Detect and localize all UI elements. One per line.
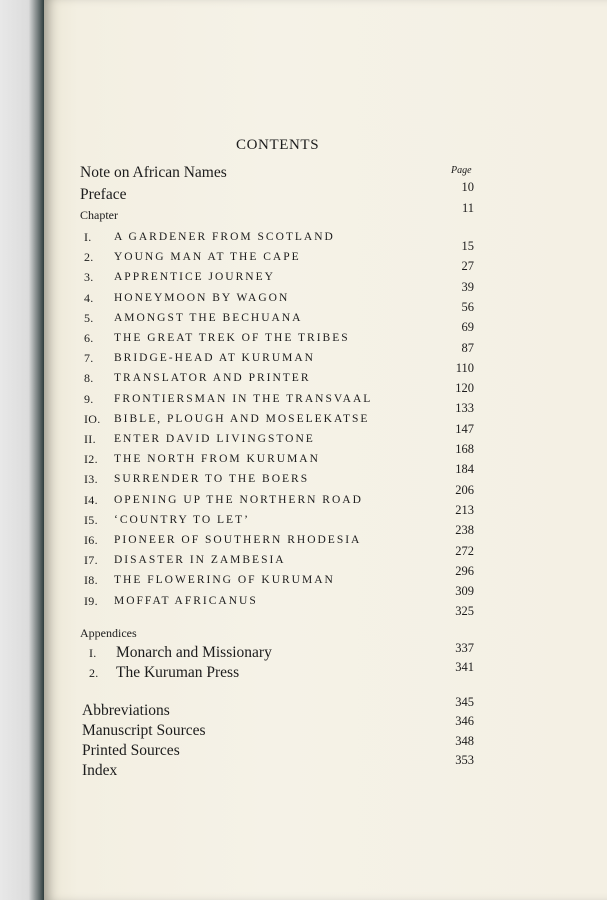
page-title: CONTENTS (236, 137, 320, 153)
chapter-page: 87 (461, 340, 474, 355)
appendix-title: The Kuruman Press (116, 664, 240, 681)
chapter-page: 69 (461, 320, 474, 335)
chapter-title: OPENING UP THE NORTHERN ROAD (114, 493, 363, 506)
chapter-title: DISASTER IN ZAMBESIA (114, 554, 286, 567)
chapter-title: APPRENTICE JOURNEY (114, 271, 275, 284)
chapter-title: SURRENDER TO THE BOERS (114, 473, 310, 486)
chapter-page: 147 (455, 421, 474, 436)
chapter-number: I5. (84, 512, 98, 527)
front-matter-label: Preface (80, 186, 127, 203)
chapter-page: 56 (461, 299, 474, 314)
chapter-number: I2. (84, 452, 98, 467)
chapter-page: 325 (455, 604, 474, 619)
chapter-number: I7. (84, 553, 98, 568)
chapter-title: BRIDGE-HEAD AT KURUMAN (114, 352, 315, 365)
chapter-number: 6. (84, 331, 94, 345)
appendix-page: 341 (455, 660, 474, 674)
chapter-number: 7. (84, 351, 94, 366)
chapter-page: 39 (461, 279, 474, 294)
chapter-title: MOFFAT AFRICANUS (114, 594, 258, 607)
chapter-number: I6. (84, 533, 98, 547)
back-matter-label: Manuscript Sources (82, 722, 206, 739)
appendix-title: Monarch and Missionary (116, 644, 272, 661)
back-matter-page: 346 (455, 714, 474, 728)
front-matter-page: 11 (461, 201, 474, 215)
chapter-page: 120 (455, 381, 474, 396)
back-matter-label: Abbreviations (82, 702, 170, 719)
chapter-number: IO. (84, 411, 101, 426)
chapter-number: 9. (84, 391, 94, 406)
chapter-page: 296 (455, 563, 474, 578)
chapter-title: PIONEER OF SOUTHERN RHODESIA (114, 534, 362, 546)
front-matter-label: Note on African Names (80, 164, 227, 181)
chapter-page: 168 (455, 442, 474, 456)
chapter-title: THE GREAT TREK OF THE TRIBES (114, 332, 350, 344)
chapter-page: 238 (455, 523, 474, 538)
chapter-number: 3. (84, 270, 94, 285)
appendix-page: 337 (455, 641, 474, 655)
appendices-heading: Appendices (80, 626, 137, 640)
chapter-title: ENTER DAVID LIVINGSTONE (114, 433, 315, 445)
back-matter-page: 348 (455, 734, 474, 748)
chapter-page: 272 (455, 543, 474, 558)
chapter-page: 206 (455, 482, 474, 497)
chapter-title: FRONTIERSMAN IN THE TRANSVAAL (114, 392, 373, 405)
appendix-number: I. (89, 646, 97, 660)
appendix-number: 2. (89, 666, 99, 680)
chapter-title: THE FLOWERING OF KURUMAN (114, 574, 335, 587)
chapter-page: 133 (455, 401, 474, 416)
chapter-number: I8. (84, 573, 98, 588)
chapter-number: II. (84, 432, 96, 446)
page-column-label: Page (451, 165, 472, 176)
chapter-title: A GARDENER FROM SCOTLAND (114, 231, 335, 243)
chapter-title: HONEYMOON BY WAGON (114, 291, 290, 304)
chapter-title: YOUNG MAN AT THE CAPE (114, 251, 301, 264)
chapter-title: TRANSLATOR AND PRINTER (114, 372, 311, 385)
chapter-title: THE NORTH FROM KURUMAN (114, 453, 320, 466)
chapter-number: 4. (84, 290, 94, 305)
chapter-page: 309 (455, 584, 474, 599)
back-matter-page: 353 (455, 753, 474, 767)
back-matter-label: Index (82, 762, 118, 779)
chapter-number: I3. (84, 472, 98, 487)
chapter-page: 15 (461, 239, 474, 253)
chapter-number: I9. (84, 593, 98, 608)
chapter-number: 2. (84, 250, 94, 265)
chapter-number: 8. (84, 371, 94, 386)
chapter-title: BIBLE, PLOUGH AND MOSELEKATSE (114, 412, 370, 425)
chapter-page: 27 (461, 259, 474, 274)
chapter-title: AMONGST THE BECHUANA (114, 311, 303, 324)
chapter-heading: Chapter (80, 208, 118, 222)
back-matter-page: 345 (455, 695, 474, 709)
chapter-title: ‘COUNTRY TO LET’ (114, 513, 250, 526)
contents-page (44, 0, 607, 900)
chapter-number: 5. (84, 310, 94, 325)
chapter-page: 110 (455, 360, 474, 375)
chapter-page: 213 (455, 502, 474, 517)
front-matter-page: 10 (461, 180, 474, 194)
back-matter-label: Printed Sources (82, 742, 180, 759)
chapter-page: 184 (455, 462, 474, 477)
chapter-number: I4. (84, 492, 98, 507)
chapter-number: I. (84, 230, 92, 244)
